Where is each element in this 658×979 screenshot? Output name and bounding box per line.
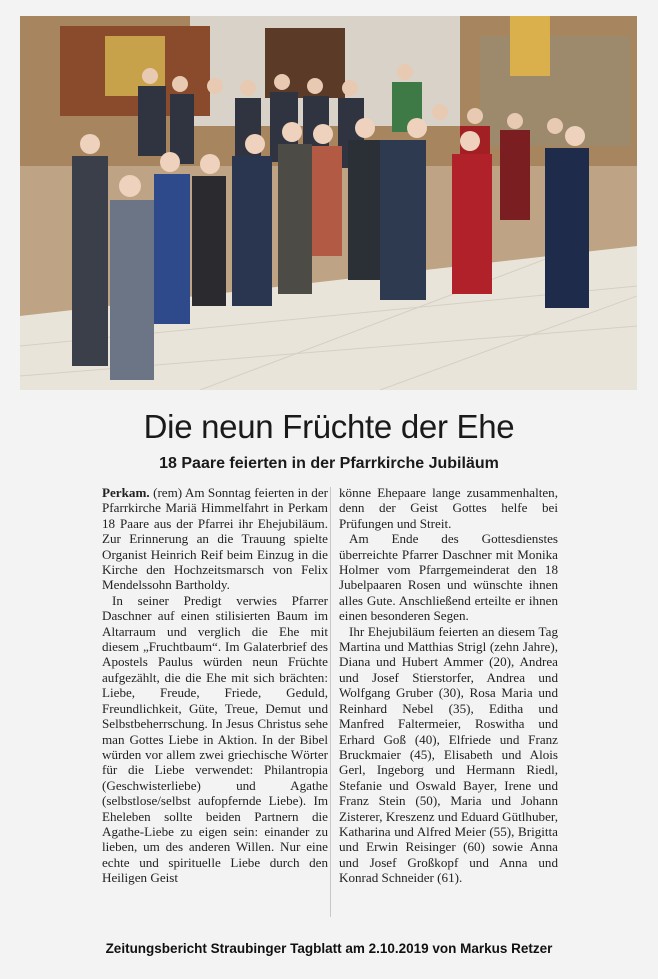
article-paragraph: Am Ende des Gottesdienstes überreichte Pfarrer Daschner mit Monika Holmer vom Pfarrgemeinderat den 18 Jubelpaaren Rosen und wünschte ihnen alles Gute. Anschließend erteilte er ihnen einen besonderen Segen. [339, 531, 558, 624]
article-paragraph [102, 485, 328, 593]
article-headline: Die neun Früchte der Ehe [143, 408, 515, 445]
article-column-right [339, 485, 558, 886]
article-paragraph: könne Ehepaare lange zusammenhalten, denn der Geist Gottes helfe bei Prüfungen und Streit. [339, 485, 558, 531]
article-paragraph: Ihr Ehejubiläum feierten an diesem Tag Martina und Matthias Strigl (zehn Jahre), Diana und Hubert Ammer (20), Andrea und Josef Stierstorfer, Andrea und Wolfgang Gruber (30), Rosa Maria und Reinhard Nebel (35), Editha und Manfred Faltermeier, Roswitha und Erhard Goß (40), Elfriede und Franz Bruckmaier (45), Elisabeth und Alois Gerl, Ingeborg und Hermann Riedl, Stefanie und Oswald Bayer, Irene und Franz Stein (50), Maria und Johann Zisterer, Kreszenz und Eduard Gütlhuber, Katharina und Alfred Meier (55), Brigitta und Erwin Reisinger (60) sowie Anna und Josef Großkopf und Anna und Konrad Schneider (61). [339, 623, 558, 886]
source-caption: Zeitungsbericht Straubinger Tagblatt am 2.10.2019 von Markus Retzer [105, 941, 553, 956]
group-photo [20, 16, 637, 390]
article-column-left [102, 485, 328, 886]
article-dateline: Perkam. [102, 485, 150, 500]
article-paragraph-text: (rem) Am Sonntag feierten in der Pfarrkirche Mariä Himmelfahrt in Perkam 18 Paare aus der Pfarrei ihr Ehejubiläum. Zur Erinnerung an die Trauung spielte Organist Heinrich Reif beim Einzug in die Kirche den Hochzeitsmarsch von Felix Mendelssohn Bartholdy. [102, 485, 328, 593]
group-photo-illustration [20, 16, 637, 390]
article-subheadline: 18 Paare feierten in der Pfarrkirche Jubiläum [159, 455, 499, 472]
column-divider [330, 487, 331, 917]
article-paragraph: In seiner Predigt verwies Pfarrer Daschner auf einen stilisierten Baum im Altarraum und verglich die Ehe mit diesem „Fruchtbaum“. Im Galaterbrief des Apostels Paulus würden neun Früchte aufgezählt, die die Ehe mit sich brächten: Liebe, Freude, Friede, Geduld, Freundlichkeit, Güte, Treue, Demut und Selbstbeherrschung. In Jesus Christus sehe man Gottes Liebe in Aktion. In der Bibel würden vor allem zwei griechische Wörter für die Liebe verwendet: Philantropia (Geschwisterliebe) und Agathe (selbstlose/selbst aufopfernde Liebe). Im Eheleben sollte beiden Partnern die Agathe-Liebe zu eigen sein: einander zu lieben, um des anderen Willen. Nur eine echte und spirituelle Liebe durch den Heiligen Geist [102, 592, 328, 886]
